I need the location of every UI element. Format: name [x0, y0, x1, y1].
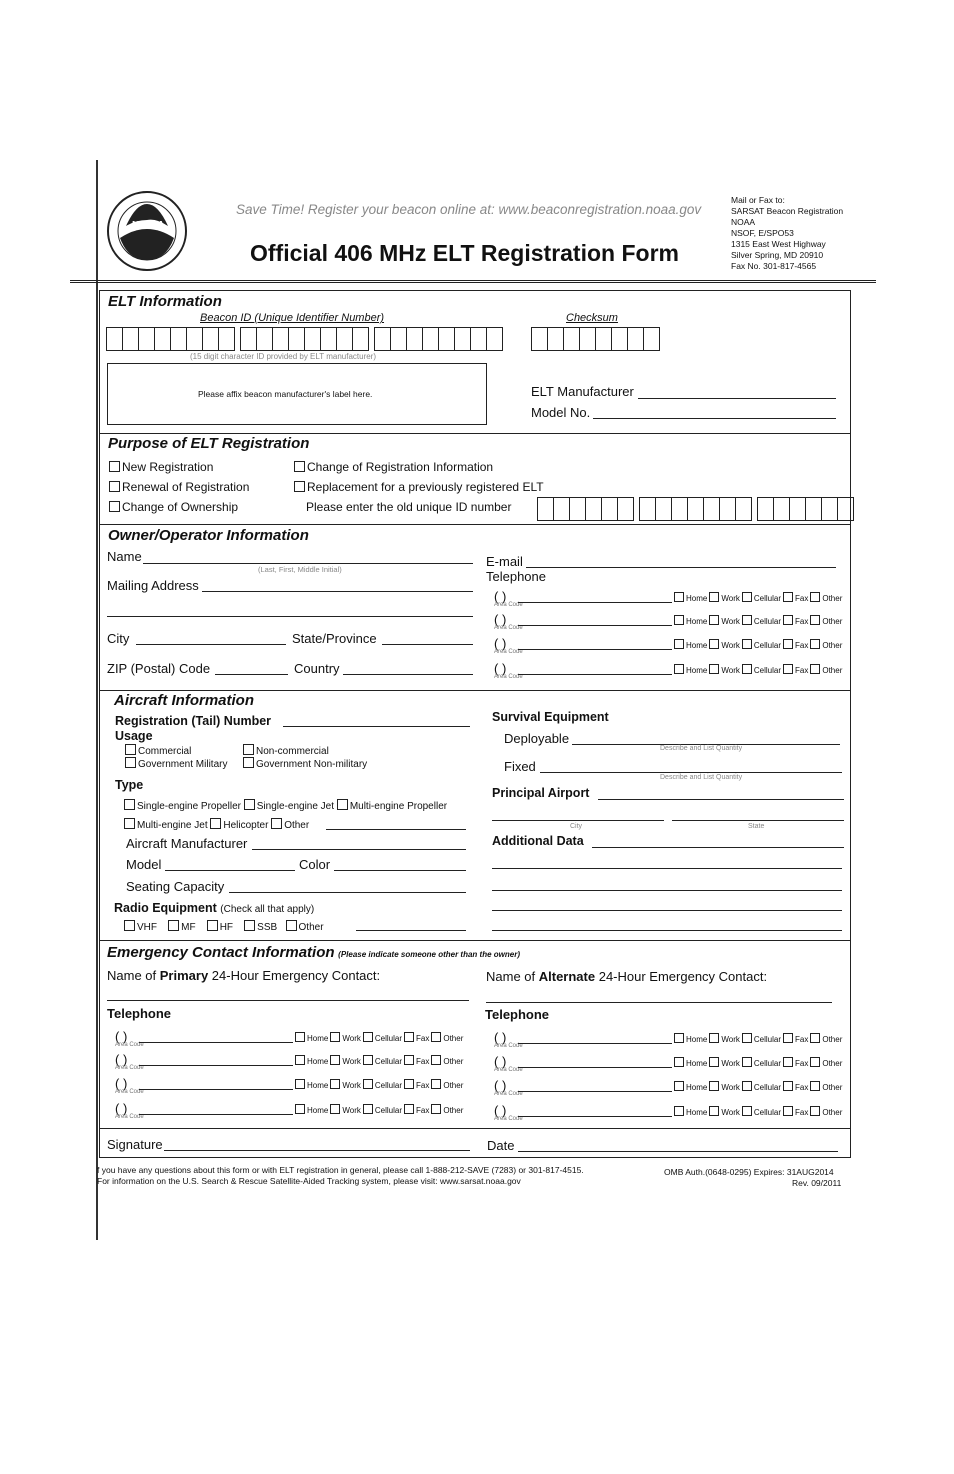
name-label: Name	[107, 549, 142, 564]
checkbox[interactable]	[742, 1106, 752, 1116]
alternate-phone-row[interactable]: ( ) Area Code Home Work Cellular Fax Other	[494, 1078, 843, 1097]
phone-type-options[interactable]: Home Work Cellular Fax Other	[674, 639, 844, 650]
airport-label: Principal Airport	[492, 786, 590, 800]
form-title: Official 406 MHz ELT Registration Form	[250, 240, 679, 266]
city-hint: City	[570, 823, 583, 830]
checkbox[interactable]	[124, 818, 135, 829]
airport-field[interactable]	[598, 799, 844, 800]
checkbox[interactable]	[674, 1057, 684, 1067]
checkbox[interactable]	[286, 920, 297, 931]
phone-type-options[interactable]: Home Work Cellular Fax Other	[295, 1079, 465, 1090]
zip-label: ZIP (Postal) Code	[107, 661, 211, 676]
checkbox[interactable]	[783, 615, 793, 625]
checkbox[interactable]	[674, 615, 684, 625]
checkbox[interactable]	[294, 461, 305, 472]
checkbox[interactable]	[431, 1055, 441, 1065]
checkbox[interactable]	[742, 1081, 752, 1091]
state-label: State/Province	[292, 631, 377, 646]
signature-label: Signature	[107, 1137, 163, 1152]
checksum-label: Checksum	[566, 312, 618, 324]
phone-number-field[interactable]	[518, 602, 672, 603]
telephone-label: Telephone	[486, 569, 546, 584]
checksum-input[interactable]	[532, 327, 660, 351]
checkbox[interactable]	[742, 639, 752, 649]
checkbox[interactable]	[674, 592, 684, 602]
owner-phone-row[interactable]: ( ) Area Code Home Work Cellular Fax Other	[494, 612, 843, 631]
checkbox[interactable]	[810, 1081, 820, 1091]
checkbox[interactable]	[330, 1032, 340, 1042]
alternate-phone-row[interactable]: ( ) Area Code Home Work Cellular Fax Other	[494, 1054, 843, 1073]
checkbox[interactable]	[783, 1033, 793, 1043]
radio-other-field[interactable]	[356, 930, 466, 931]
phone-number-field[interactable]	[518, 1043, 672, 1044]
label-box-text: Please affix beacon manufacturer's label here.	[198, 389, 373, 399]
country-label: Country	[294, 661, 340, 676]
new-registration-option[interactable]: New Registration	[109, 460, 213, 474]
phone-number-field[interactable]	[139, 1042, 293, 1043]
phone-number-field[interactable]	[139, 1114, 293, 1115]
beacon-id-hint: (15 digit character ID provided by ELT manufacturer)	[190, 352, 377, 361]
old-id-label: Please enter the old unique ID number	[306, 500, 512, 514]
fixed-field[interactable]	[540, 772, 842, 773]
additional-data-field-4[interactable]	[492, 910, 842, 911]
checkbox[interactable]	[783, 664, 793, 674]
date-field[interactable]	[518, 1151, 838, 1152]
checkbox[interactable]	[709, 664, 719, 674]
phone-number-field[interactable]	[518, 1116, 672, 1117]
checkbox[interactable]	[330, 1055, 340, 1065]
beacon-id-input[interactable]	[107, 327, 503, 351]
checkbox[interactable]	[125, 744, 136, 755]
checkbox[interactable]	[294, 481, 305, 492]
checkbox[interactable]	[210, 818, 221, 829]
alternate-contact-label: Name of Alternate 24-Hour Emergency Contact:	[486, 969, 768, 984]
checkbox[interactable]	[709, 615, 719, 625]
phone-number-field[interactable]	[139, 1089, 293, 1090]
alternate-telephone-label: Telephone	[485, 1007, 550, 1022]
phone-type-options[interactable]: Home Work Cellular Fax Other	[674, 1081, 844, 1092]
checkbox[interactable]	[404, 1055, 414, 1065]
checkbox[interactable]	[674, 639, 684, 649]
checkbox[interactable]	[330, 1104, 340, 1114]
fixed-label: Fixed	[504, 759, 536, 774]
checkbox[interactable]	[295, 1079, 305, 1089]
checkbox[interactable]	[431, 1079, 441, 1089]
email-field[interactable]	[526, 567, 836, 568]
checkbox[interactable]	[207, 920, 218, 931]
checkbox[interactable]	[810, 1106, 820, 1116]
phone-type-options[interactable]: Home Work Cellular Fax Other	[674, 1057, 844, 1068]
checkbox[interactable]	[295, 1104, 305, 1114]
checkbox[interactable]	[109, 501, 120, 512]
checkbox[interactable]	[810, 639, 820, 649]
checkbox[interactable]	[783, 1106, 793, 1116]
checkbox[interactable]	[363, 1055, 373, 1065]
checkbox[interactable]	[124, 920, 135, 931]
airport-state-field[interactable]	[672, 820, 844, 821]
seating-field[interactable]	[229, 892, 466, 893]
phone-type-options[interactable]: Home Work Cellular Fax Other	[674, 1033, 844, 1044]
additional-data-field-2[interactable]	[492, 868, 842, 869]
type-row-2[interactable]: Multi-engine Jet Helicopter Other	[124, 818, 309, 831]
checkbox[interactable]	[363, 1079, 373, 1089]
footer-sarsat-info: For information on the U.S. Search & Rescue Satellite-Aided Tracking system, please visit: www.sarsat.noaa.gov	[97, 1176, 521, 1186]
aircraft-manufacturer-label: Aircraft Manufacturer	[126, 836, 248, 851]
state-hint: State	[748, 823, 765, 830]
checkbox[interactable]	[363, 1104, 373, 1114]
usage-label: Usage	[115, 729, 153, 743]
elt-manufacturer-field[interactable]	[638, 398, 836, 399]
country-field[interactable]	[343, 674, 473, 675]
checkbox[interactable]	[742, 1057, 752, 1067]
checkbox[interactable]	[810, 1033, 820, 1043]
checkbox[interactable]	[243, 744, 254, 755]
tagline: Save Time! Register your beacon online at: www.beaconregistration.noaa.gov	[236, 202, 702, 217]
checkbox[interactable]	[709, 639, 719, 649]
registration-label: Registration (Tail) Number	[115, 714, 272, 728]
checkbox[interactable]	[810, 1057, 820, 1067]
checkbox[interactable]	[674, 1106, 684, 1116]
checkbox[interactable]	[295, 1032, 305, 1042]
checkbox[interactable]	[244, 799, 255, 810]
footer-omb: OMB Auth.(0648-0295) Expires: 31AUG2014	[664, 1167, 834, 1177]
purpose-heading: Purpose of ELT Registration	[108, 435, 310, 452]
checkbox[interactable]	[125, 757, 136, 768]
phone-type-options[interactable]: Home Work Cellular Fax Other	[674, 592, 844, 603]
registration-field[interactable]	[283, 726, 470, 727]
mailing-address-field-2[interactable]	[107, 616, 473, 617]
checkbox[interactable]	[109, 461, 120, 472]
checkbox[interactable]	[244, 920, 255, 931]
beacon-id-label: Beacon ID (Unique Identifier Number)	[200, 312, 385, 324]
phone-type-options[interactable]: Home Work Cellular Fax Other	[295, 1055, 465, 1066]
primary-phone-row[interactable]: ( ) Area Code Home Work Cellular Fax Other	[115, 1029, 464, 1048]
elt-manufacturer-label: ELT Manufacturer	[531, 384, 634, 399]
checkbox[interactable]	[709, 1057, 719, 1067]
primary-phone-row[interactable]: ( ) Area Code Home Work Cellular Fax Other	[115, 1101, 464, 1120]
primary-contact-field[interactable]	[107, 1000, 469, 1001]
checkbox[interactable]	[109, 481, 120, 492]
radio-options[interactable]: VHF MF HF SSB Other	[124, 920, 324, 933]
header-rule	[70, 280, 876, 283]
model-no-label: Model No.	[531, 405, 591, 420]
color-field[interactable]	[334, 870, 466, 871]
seating-label: Seating Capacity	[126, 879, 225, 894]
phone-number-field[interactable]	[518, 649, 672, 650]
section-divider	[99, 433, 851, 434]
checkbox[interactable]	[810, 592, 820, 602]
state-field[interactable]	[382, 644, 473, 645]
noaa-seal-icon	[106, 190, 188, 272]
checkbox[interactable]	[124, 799, 135, 810]
noaa-logo	[106, 190, 188, 272]
checkbox[interactable]	[295, 1055, 305, 1065]
owner-phone-row[interactable]: ( ) Area Code Home Work Cellular Fax Other	[494, 661, 843, 680]
radio-label: Radio Equipment (Check all that apply)	[114, 901, 315, 915]
email-label: E-mail	[486, 554, 523, 569]
model-no-field[interactable]	[593, 418, 836, 419]
checkbox[interactable]	[783, 592, 793, 602]
type-label: Type	[115, 778, 144, 792]
primary-contact-label: Name of Primary 24-Hour Emergency Contact:	[107, 968, 381, 983]
model-label: Model	[126, 857, 162, 872]
change-info-option[interactable]: Change of Registration Information	[294, 460, 493, 474]
city-field[interactable]	[136, 644, 286, 645]
checkbox[interactable]	[742, 592, 752, 602]
checkbox[interactable]	[404, 1104, 414, 1114]
checkbox[interactable]	[168, 920, 179, 931]
owner-heading: Owner/Operator Information	[108, 527, 309, 544]
additional-data-field-5[interactable]	[492, 930, 842, 931]
phone-number-field[interactable]	[139, 1065, 293, 1066]
checkbox[interactable]	[709, 1033, 719, 1043]
footer-questions: f you have any questions about this form or with ELT registration in general, please call 1-888-212-SAVE (7283) or 301-817-4515.	[97, 1165, 584, 1175]
airport-city-field[interactable]	[492, 820, 664, 821]
additional-data-field[interactable]	[592, 847, 844, 848]
checkbox[interactable]	[742, 1033, 752, 1043]
change-ownership-option[interactable]: Change of Ownership	[109, 500, 238, 514]
name-hint: (Last, First, Middle Initial)	[258, 565, 342, 574]
name-field[interactable]	[143, 563, 473, 564]
additional-data-field-3[interactable]	[492, 890, 842, 891]
mailing-address-field[interactable]	[202, 591, 473, 592]
checkbox[interactable]	[783, 639, 793, 649]
color-label: Color	[299, 857, 331, 872]
checkbox[interactable]	[709, 1081, 719, 1091]
gov-military-option[interactable]: Government Military	[125, 757, 227, 770]
alternate-contact-field[interactable]	[486, 1002, 832, 1003]
checkbox[interactable]	[363, 1032, 373, 1042]
primary-phone-row[interactable]: ( ) Area Code Home Work Cellular Fax Other	[115, 1052, 464, 1071]
checkbox[interactable]	[810, 615, 820, 625]
phone-type-options[interactable]: Home Work Cellular Fax Other	[674, 664, 844, 675]
checkbox[interactable]	[674, 1081, 684, 1091]
renewal-option[interactable]: Renewal of Registration	[109, 480, 249, 494]
emergency-heading: Emergency Contact Information (Please indicate someone other than the owner)	[107, 944, 520, 961]
primary-phone-row[interactable]: ( ) Area Code Home Work Cellular Fax Other	[115, 1076, 464, 1095]
phone-type-options[interactable]: Home Work Cellular Fax Other	[674, 1106, 844, 1117]
section-divider	[99, 690, 851, 691]
gov-nonmilitary-option[interactable]: Government Non-military	[243, 757, 367, 770]
city-label: City	[107, 631, 130, 646]
type-other-field[interactable]	[326, 829, 466, 830]
primary-telephone-label: Telephone	[107, 1006, 172, 1021]
checkbox[interactable]	[709, 592, 719, 602]
deployable-hint: Describe and List Quantity	[660, 745, 743, 752]
checkbox[interactable]	[674, 1033, 684, 1043]
aircraft-heading: Aircraft Information	[114, 692, 255, 709]
survival-label: Survival Equipment	[492, 710, 609, 724]
checkbox[interactable]	[431, 1104, 441, 1114]
checkbox[interactable]	[404, 1032, 414, 1042]
checkbox[interactable]	[783, 1057, 793, 1067]
logo-text: NOAA	[132, 220, 166, 231]
footer-revision: Rev. 09/2011	[792, 1178, 842, 1188]
alternate-phone-row[interactable]: ( ) Area Code Home Work Cellular Fax Other	[494, 1030, 843, 1049]
checkbox[interactable]	[431, 1032, 441, 1042]
section-divider	[99, 1128, 851, 1129]
checkbox[interactable]	[674, 664, 684, 674]
phone-type-options[interactable]: Home Work Cellular Fax Other	[295, 1104, 465, 1115]
phone-number-field[interactable]	[518, 625, 672, 626]
zip-field[interactable]	[215, 674, 288, 675]
section-divider	[99, 524, 851, 525]
left-margin-line	[96, 160, 98, 1240]
model-field[interactable]	[165, 870, 295, 871]
checkbox[interactable]	[709, 1106, 719, 1116]
additional-data-label: Additional Data	[492, 834, 584, 848]
checkbox[interactable]	[742, 615, 752, 625]
mail-address-block: Mail or Fax to: SARSAT Beacon Registration NOAA NSOF, E/SPO53 1315 East West Highway Silver Spring, MD 20910 Fax No. 301-817-4565	[731, 195, 844, 271]
phone-number-field[interactable]	[518, 1091, 672, 1092]
elt-heading: ELT Information	[108, 293, 222, 310]
checkbox[interactable]	[337, 799, 348, 810]
replacement-option[interactable]: Replacement for a previously registered ELT	[294, 480, 544, 494]
phone-number-field[interactable]	[518, 1067, 672, 1068]
checkbox[interactable]	[810, 664, 820, 674]
mailing-address-label: Mailing Address	[107, 578, 199, 593]
checkbox[interactable]	[742, 664, 752, 674]
checkbox[interactable]	[783, 1081, 793, 1091]
type-row-1[interactable]: Single-engine Propeller Single-engine Jet Multi-engine Propeller	[124, 799, 447, 812]
owner-phone-row[interactable]: ( ) Area Code Home Work Cellular Fax Other	[494, 636, 843, 655]
fixed-hint: Describe and List Quantity	[660, 774, 743, 781]
checkbox[interactable]	[243, 757, 254, 768]
phone-number-field[interactable]	[518, 674, 672, 675]
owner-phone-row[interactable]: ( ) Area Code Home Work Cellular Fax Other	[494, 589, 843, 608]
old-id-input[interactable]	[538, 497, 854, 521]
checkbox[interactable]	[404, 1079, 414, 1089]
date-label: Date	[487, 1138, 515, 1153]
commercial-option[interactable]: Commercial	[125, 744, 191, 757]
phone-type-options[interactable]: Home Work Cellular Fax Other	[295, 1032, 465, 1043]
checkbox[interactable]	[271, 818, 282, 829]
aircraft-manufacturer-field[interactable]	[252, 849, 466, 850]
phone-type-options[interactable]: Home Work Cellular Fax Other	[674, 615, 844, 626]
signature-field[interactable]	[164, 1150, 470, 1151]
alternate-phone-row[interactable]: ( ) Area Code Home Work Cellular Fax Other	[494, 1103, 843, 1122]
deployable-label: Deployable	[504, 731, 570, 746]
section-divider	[99, 940, 851, 941]
noncommercial-option[interactable]: Non-commercial	[243, 744, 329, 757]
checkbox[interactable]	[330, 1079, 340, 1089]
